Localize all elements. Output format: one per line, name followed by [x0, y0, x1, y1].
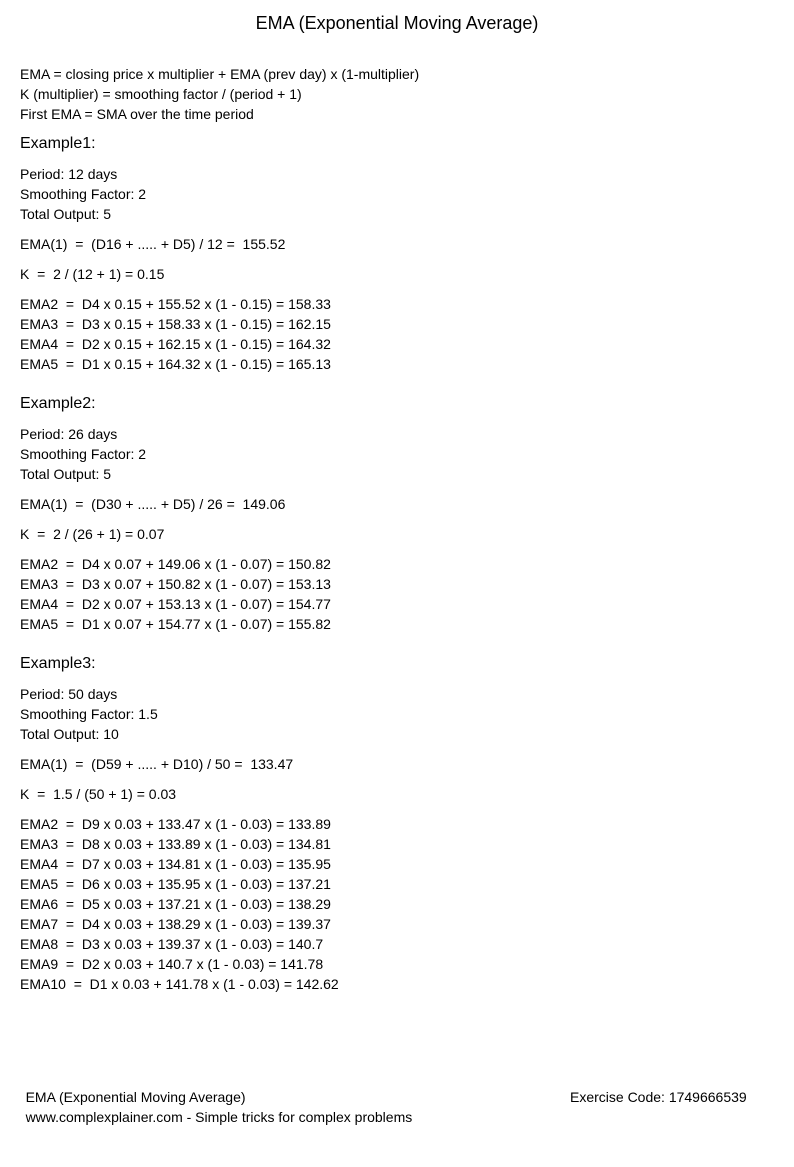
- example-heading: Example2:: [20, 395, 96, 412]
- ema-step-line: EMA6 = D5 x 0.03 + 137.21 x (1 - 0.03) = 138.29: [20, 896, 331, 912]
- ema-step-line: EMA10 = D1 x 0.03 + 141.78 x (1 - 0.03) = 142.62: [20, 976, 339, 992]
- param-line: Smoothing Factor: 1.5: [20, 706, 158, 722]
- document-body: [20, 64, 780, 994]
- param-line: Period: 12 days: [20, 166, 118, 182]
- ema-step-line: EMA5 = D1 x 0.15 + 164.32 x (1 - 0.15) = 165.13: [20, 356, 331, 372]
- first-ema-line: EMA(1) = (D30 + ..... + D5) / 26 = 149.06: [20, 496, 286, 512]
- formula-line: EMA = closing price x multiplier + EMA (prev day) x (1-multiplier): [20, 66, 420, 82]
- ema-step-line: EMA3 = D8 x 0.03 + 133.89 x (1 - 0.03) = 134.81: [20, 836, 331, 852]
- page-title: EMA (Exponential Moving Average): [255, 13, 539, 33]
- ema-step-line: EMA8 = D3 x 0.03 + 139.37 x (1 - 0.03) = 140.7: [20, 936, 324, 952]
- param-line: Smoothing Factor: 2: [20, 186, 147, 202]
- footer-site: www.complexplainer.com - Simple tricks for complex problems: [25, 1109, 413, 1125]
- example-heading: Example1:: [20, 135, 96, 152]
- example-heading: Example3:: [20, 655, 96, 672]
- exercise-code: Exercise Code: 1749666539: [570, 1089, 747, 1105]
- ema-step-line: EMA5 = D6 x 0.03 + 135.95 x (1 - 0.03) = 137.21: [20, 876, 331, 892]
- ema-step-line: EMA4 = D7 x 0.03 + 134.81 x (1 - 0.03) = 135.95: [20, 856, 331, 872]
- param-line: Total Output: 10: [20, 726, 119, 742]
- ema-step-line: EMA5 = D1 x 0.07 + 154.77 x (1 - 0.07) = 155.82: [20, 616, 331, 632]
- ema-step-line: EMA2 = D4 x 0.15 + 155.52 x (1 - 0.15) = 158.33: [20, 296, 331, 312]
- param-line: Total Output: 5: [20, 206, 112, 222]
- first-ema-line: EMA(1) = (D16 + ..... + D5) / 12 = 155.52: [20, 236, 286, 252]
- ema-step-line: EMA3 = D3 x 0.15 + 158.33 x (1 - 0.15) = 162.15: [20, 316, 331, 332]
- ema-step-line: EMA7 = D4 x 0.03 + 138.29 x (1 - 0.03) = 139.37: [20, 916, 331, 932]
- ema-step-line: EMA4 = D2 x 0.07 + 153.13 x (1 - 0.07) = 154.77: [20, 596, 331, 612]
- param-line: Total Output: 5: [20, 466, 112, 482]
- param-line: Period: 50 days: [20, 686, 118, 702]
- param-line: Period: 26 days: [20, 426, 118, 442]
- k-line: K = 1.5 / (50 + 1) = 0.03: [20, 786, 177, 802]
- k-line: K = 2 / (12 + 1) = 0.15: [20, 266, 165, 282]
- page-footer: [10, 1067, 770, 1125]
- ema-step-line: EMA2 = D4 x 0.07 + 149.06 x (1 - 0.07) = 150.82: [20, 556, 331, 572]
- param-line: Smoothing Factor: 2: [20, 446, 147, 462]
- k-line: K = 2 / (26 + 1) = 0.07: [20, 526, 165, 542]
- formula-line: K (multiplier) = smoothing factor / (period + 1): [20, 86, 302, 102]
- formula-line: First EMA = SMA over the time period: [20, 106, 254, 122]
- first-ema-line: EMA(1) = (D59 + ..... + D10) / 50 = 133.47: [20, 756, 294, 772]
- ema-step-line: EMA3 = D3 x 0.07 + 150.82 x (1 - 0.07) = 153.13: [20, 576, 331, 592]
- ema-step-line: EMA2 = D9 x 0.03 + 133.47 x (1 - 0.03) = 133.89: [20, 816, 331, 832]
- ema-step-line: EMA4 = D2 x 0.15 + 162.15 x (1 - 0.15) = 164.32: [20, 336, 331, 352]
- ema-step-line: EMA9 = D2 x 0.03 + 140.7 x (1 - 0.03) = 141.78: [20, 956, 324, 972]
- footer-title: EMA (Exponential Moving Average): [25, 1089, 246, 1105]
